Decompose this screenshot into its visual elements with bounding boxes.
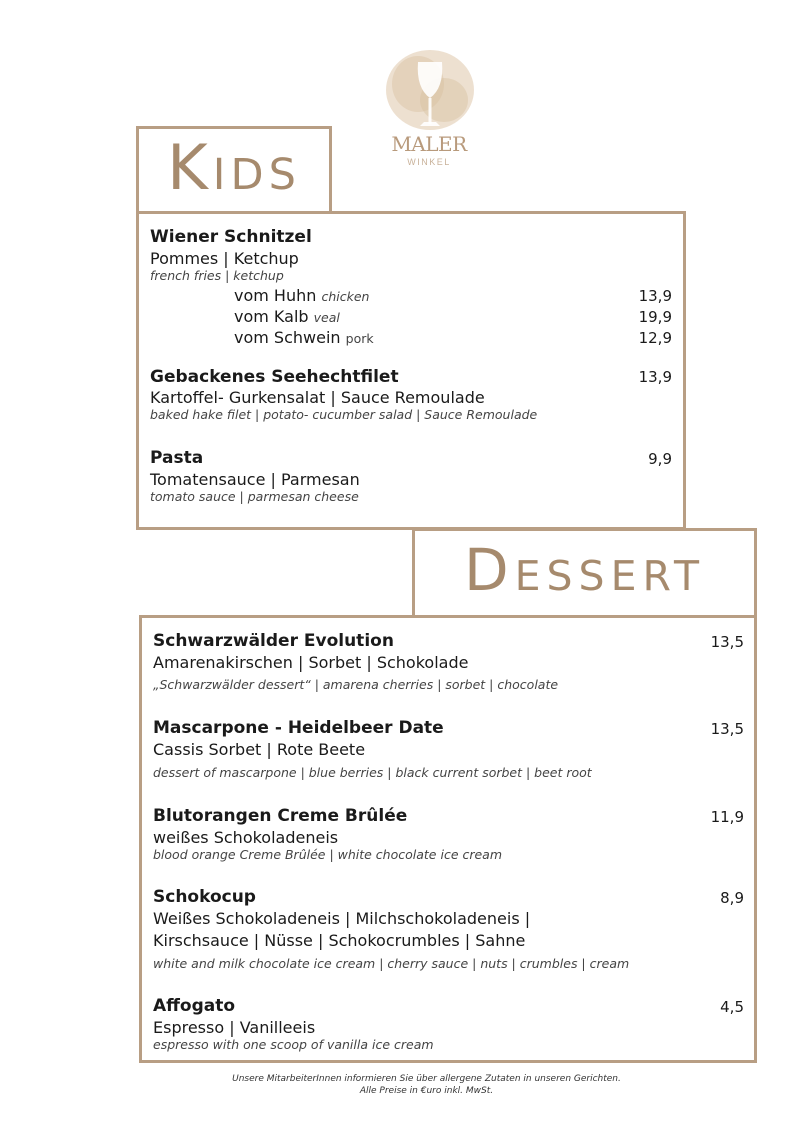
menu-item-price: 4,5 <box>720 998 744 1016</box>
menu-item-name: Schokocup <box>153 887 256 907</box>
variant-price: 12,9 <box>638 329 672 347</box>
menu-item-name: Schwarzwälder Evolution <box>153 631 394 651</box>
variant-translation: pork <box>345 331 374 346</box>
menu-item-translation: french fries | ketchup <box>150 268 284 283</box>
menu-item-price: 13,5 <box>710 720 744 738</box>
dessert-title-box <box>412 528 757 618</box>
menu-item-translation: blood orange Creme Brûlée | white chocolate ice cream <box>153 847 503 862</box>
menu-item-name: Wiener Schnitzel <box>150 227 312 247</box>
menu-item-price: 11,9 <box>710 808 744 826</box>
menu-item-description: Tomatensauce | Parmesan <box>150 470 360 489</box>
menu-item-variant <box>234 286 369 305</box>
variant-price: 13,9 <box>638 287 672 305</box>
menu-item-price: 13,9 <box>638 368 672 386</box>
menu-item-description: Espresso | Vanilleeis <box>153 1018 316 1037</box>
menu-item-description: Weißes Schokoladeneis | Milchschokoladeneis | <box>153 909 531 928</box>
menu-item-description-line2: Kirschsauce | Nüsse | Schokocrumbles | Sahne <box>153 931 526 950</box>
menu-item-translation: espresso with one scoop of vanilla ice cream <box>153 1037 434 1052</box>
variant-label: vom Schwein <box>234 328 341 347</box>
menu-item-name: Blutorangen Creme Brûlée <box>153 806 408 826</box>
menu-item-price: 8,9 <box>720 889 744 907</box>
menu-item-description: Pommes | Ketchup <box>150 249 299 268</box>
price-note: Alle Preise in €uro inkl. MwSt. <box>359 1086 494 1096</box>
menu-item-name: Pasta <box>150 448 204 468</box>
variant-price: 19,9 <box>638 308 672 326</box>
kids-title-box <box>136 126 332 214</box>
menu-item-description: weißes Schokoladeneis <box>153 828 339 847</box>
menu-item-description: Kartoffel- Gurkensalat | Sauce Remoulade <box>150 388 485 407</box>
menu-item-price: 9,9 <box>648 450 672 468</box>
kids-section-title: Kids <box>167 130 301 204</box>
variant-translation: veal <box>313 310 340 325</box>
variant-translation: chicken <box>321 289 370 304</box>
allergen-note: Unsere MitarbeiterInnen informieren Sie über allergene Zutaten in unseren Gerichten. <box>232 1074 621 1084</box>
menu-item-translation: dessert of mascarpone | blue berries | black current sorbet | beet root <box>153 765 592 780</box>
menu-item-variant <box>234 307 340 326</box>
logo-subtitle: WINKEL <box>407 157 451 167</box>
menu-item-translation: tomato sauce | parmesan cheese <box>150 489 359 504</box>
menu-item-translation: white and milk chocolate ice cream | cherry sauce | nuts | crumbles | cream <box>153 956 630 971</box>
variant-label: vom Huhn <box>234 286 317 305</box>
dessert-section-title: Dessert <box>463 536 706 604</box>
logo-name: MALER <box>391 132 467 156</box>
menu-item-price: 13,5 <box>710 633 744 651</box>
menu-item-name: Affogato <box>153 996 236 1016</box>
variant-label: vom Kalb <box>234 307 309 326</box>
menu-item-description: Amarenakirschen | Sorbet | Schokolade <box>153 653 469 672</box>
menu-item-translation: „Schwarzwälder dessert“ | amarena cherries | sorbet | chocolate <box>153 677 559 692</box>
menu-item-description: Cassis Sorbet | Rote Beete <box>153 740 366 759</box>
menu-item-name: Gebackenes Seehechtfilet <box>150 367 399 387</box>
menu-item-variant <box>234 328 374 347</box>
menu-item-translation: baked hake filet | potato- cucumber salad | Sauce Remoulade <box>150 407 538 422</box>
menu-item-name: Mascarpone - Heidelbeer Date <box>153 718 444 738</box>
